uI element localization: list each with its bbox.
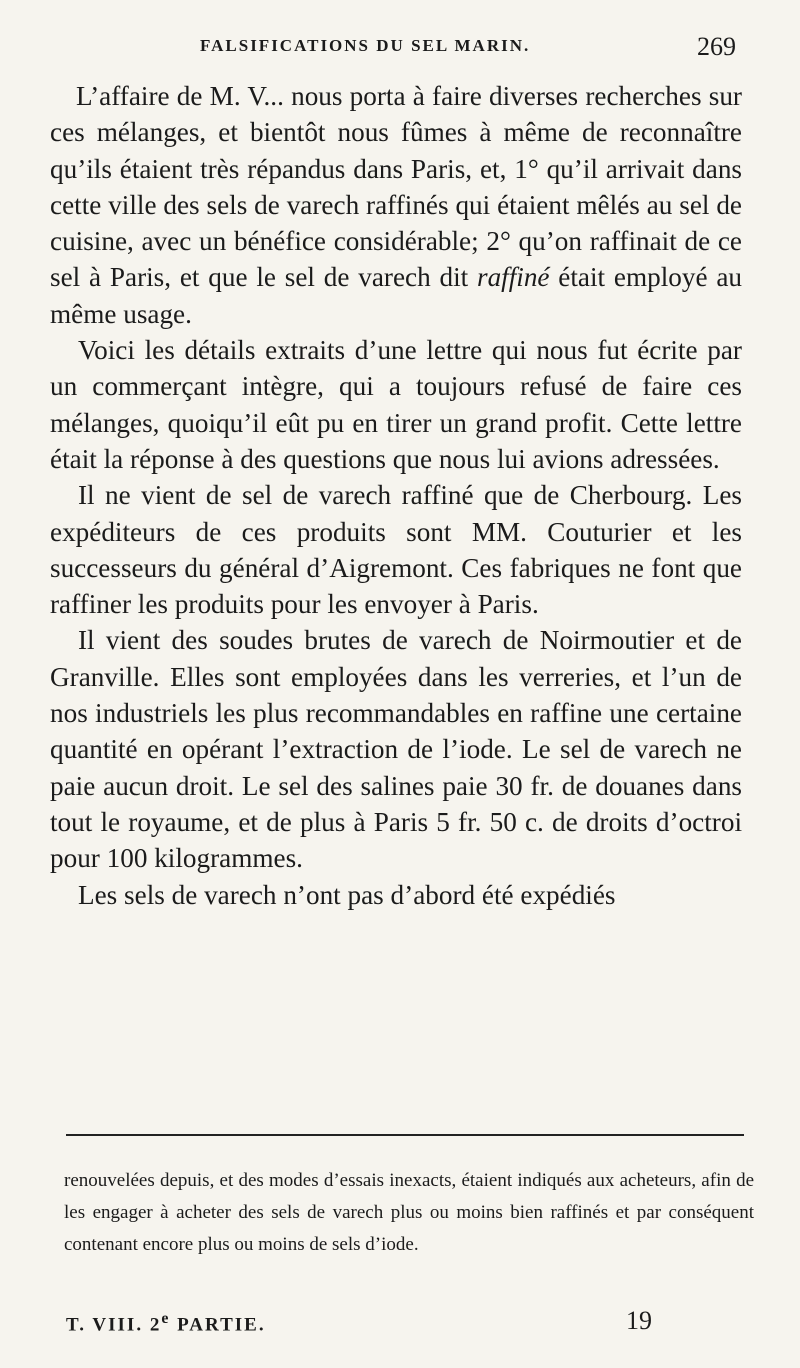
- volume-part: [66, 1310, 266, 1336]
- sheet-number: 19: [626, 1306, 652, 1335]
- paragraph-1-text-a: L’affaire de M. V... nous porta à faire diverses recherches sur ces mélanges, et bientôt nous fûmes à même de reconnaître qu’ils étaient très répandus dans Paris, et, 1° qu’il arrivait dans cette ville des sels de varech raffinés qui étaient mêlés au sel de cuisine, avec un bénéfice considérable; 2° qu’on raffinait de ce sel à Paris, et que le sel de varech dit: [50, 81, 742, 293]
- signature-line: [66, 1304, 666, 1334]
- paragraph-1-text-b: était employé au même usage.: [50, 262, 742, 329]
- paragraph-5: Les sels de varech n’ont pas d’abord été expédiés: [78, 879, 616, 910]
- paragraph-3: Il ne vient de sel de varech raffiné que de Cherbourg. Les expéditeurs de ces produits sont MM. Couturier et les successeurs du général d’Aigremont. Ces fabriques ne font que raffiner les produits pour les envoyer à Paris.: [50, 480, 742, 620]
- footnote-rule: [66, 1134, 744, 1136]
- footnote-text: renouvelées depuis, et des modes d’essais inexacts, étaient indiqués aux acheteurs, afin de les engager à acheter des sels de varech plus ou moins bien raffinés et par conséquent contenant encore plus ou moins de sels d’iode.: [64, 1170, 754, 1255]
- running-head: [48, 32, 740, 62]
- paragraph-1: [50, 78, 742, 332]
- body-text: [50, 78, 742, 913]
- paragraph-2: Voici les détails extraits d’une lettre qui nous fut écrite par un commerçant intègre, qui a toujours refusé de faire ces mélanges, quoiqu’il eût pu en tirer un grand profit. Cette lettre était la réponse à des questions que nous lui avions adressées.: [50, 335, 742, 474]
- volume-superscript: e: [161, 1310, 171, 1327]
- footnote: [64, 1165, 754, 1261]
- part-label: PARTIE.: [170, 1314, 266, 1336]
- paragraph-1-italic: raffiné: [477, 262, 550, 293]
- running-title: FALSIFICATIONS DU SEL MARIN.: [200, 36, 531, 55]
- volume-label: T. VIII. 2: [66, 1314, 162, 1336]
- paragraph-4: Il vient des soudes brutes de varech de Noirmoutier et de Granville. Elles sont employées dans les verreries, et l’un de nos industriels les plus recommandables en raffine une certaine quantité en opérant l’extraction de l’iode. Le sel de varech ne paie aucun droit. Le sel des salines paie 30 fr. de douanes dans tout le royaume, et de plus à Paris 5 fr. 50 c. de droits d’octroi pour 100 kilogrammes.: [50, 625, 742, 874]
- page-number: 269: [697, 32, 736, 61]
